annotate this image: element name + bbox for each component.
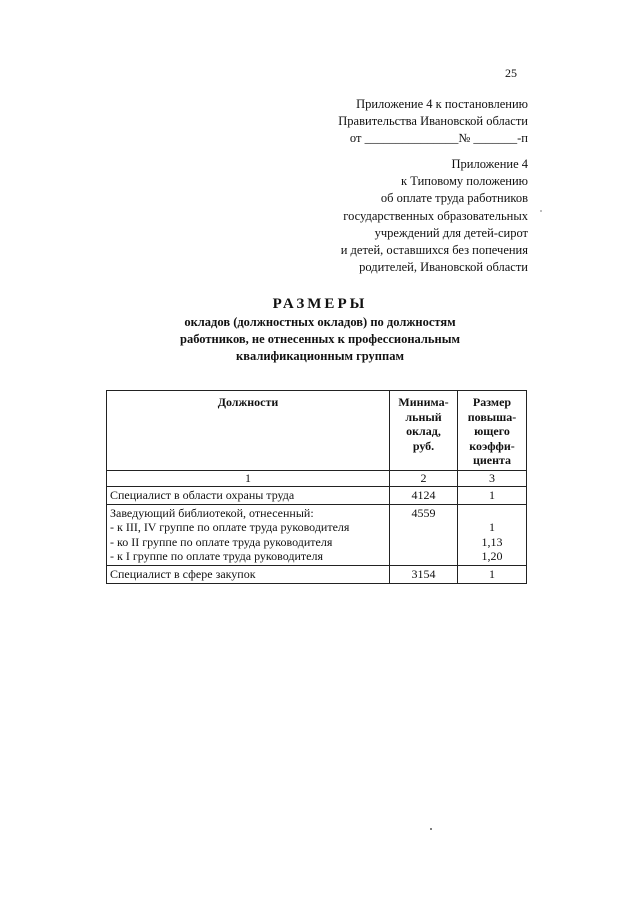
salary-cell: 4559 (390, 504, 458, 565)
page-number: 25 (505, 66, 517, 80)
column-numbering-row (107, 470, 527, 486)
coefficient-cell: 1 (458, 565, 527, 583)
salary-cell: 4124 (390, 486, 458, 504)
column-number: 3 (458, 470, 527, 486)
scan-speck (430, 828, 432, 830)
scan-speck (540, 210, 542, 212)
header-position: Должности (107, 391, 390, 471)
appendix-regulation-line: и детей, оставшихся без попечения (340, 243, 528, 258)
coefficient-cell (458, 504, 527, 565)
coefficient-value: 1,20 (481, 549, 503, 563)
position-cell: Специалист в сфере закупок (107, 565, 390, 583)
column-number: 1 (107, 470, 390, 486)
appendix-regulation-line: родителей, Ивановской области (359, 260, 528, 275)
header-coefficient (458, 391, 527, 471)
position-cell: Специалист в области охраны труда (107, 486, 390, 504)
coefficient-value: 1 (489, 520, 495, 534)
appendix-header-line: Приложение 4 к постановлению (356, 97, 528, 111)
document-subtitle-line: квалификационным группам (236, 349, 404, 363)
salary-cell: 3154 (390, 565, 458, 583)
salary-table (106, 390, 527, 584)
appendix-header (338, 96, 528, 147)
header-min-salary-line: оклад, (406, 424, 441, 438)
header-min-salary-line: Минима- (398, 395, 449, 409)
document-title-block (100, 294, 540, 365)
appendix-reference-line: от _______________№ _______-п (349, 131, 528, 145)
header-coefficient-line: циента (472, 453, 512, 467)
header-coefficient-line: Размер (472, 395, 512, 409)
appendix-regulation-block (341, 156, 528, 276)
document-title: РАЗМЕРЫ (272, 296, 368, 312)
table-row (107, 565, 527, 583)
header-min-salary (390, 391, 458, 471)
appendix-regulation-line: об оплате труда работников (380, 191, 528, 206)
table-row (107, 486, 527, 504)
table-header-row (107, 391, 527, 471)
header-coefficient-line: коэффи- (469, 438, 515, 453)
table-row (107, 504, 527, 565)
coefficient-spacer (461, 506, 523, 521)
position-cell (107, 504, 390, 565)
position-sub-label: - ко II группе по оплате труда руководителя (110, 534, 333, 549)
position-main-label: Заведующий библиотекой, отнесенный: (110, 505, 314, 520)
position-sub-label: - к I группе по оплате труда руководителя (110, 549, 323, 563)
position-sub-label: - к III, IV группе по оплате труда руководителя (110, 520, 350, 534)
appendix-regulation-line: Приложение 4 (451, 157, 528, 171)
header-coefficient-line: ющего (474, 424, 510, 438)
header-coefficient-line: повыша- (467, 409, 517, 424)
header-min-salary-line: руб. (412, 438, 435, 453)
coefficient-cell: 1 (458, 486, 527, 504)
column-number: 2 (390, 470, 458, 486)
appendix-regulation-line: к Типовому положению (401, 174, 528, 189)
coefficient-value: 1,13 (481, 534, 503, 549)
document-subtitle-line: окладов (должностных окладов) по должностям (184, 315, 456, 329)
appendix-regulation-line: учреждений для детей-сирот (374, 225, 528, 240)
document-subtitle-line: работников, не отнесенных к профессиональным (180, 332, 460, 346)
appendix-regulation-line: государственных образовательных (343, 208, 528, 223)
appendix-header-line: Правительства Ивановской области (338, 114, 528, 128)
header-min-salary-line: льный (405, 409, 442, 424)
